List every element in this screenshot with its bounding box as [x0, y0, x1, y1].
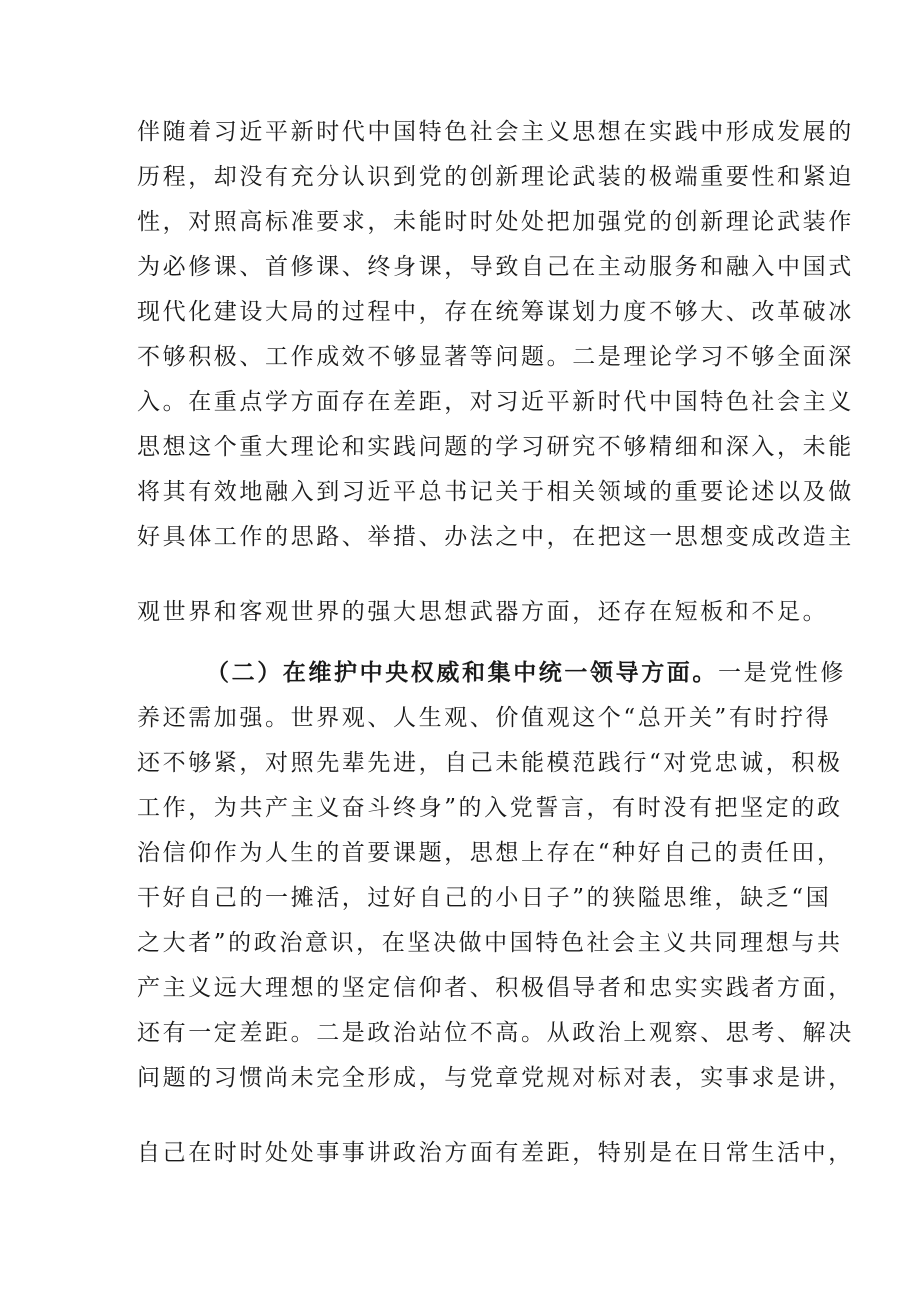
- text-line: 还有一定差距。二是政治站位不高。从政治上观察、思考、解决: [137, 1020, 854, 1046]
- text-line: 入。在重点学方面存在差距，对习近平新时代中国特色社会主义: [137, 389, 854, 415]
- section-heading: （二）在维护中央权威和集中统一领导方面。: [206, 659, 718, 686]
- text-line: 干好自己的一摊活，过好自己的小日子”的狭隘思维，缺乏“国: [137, 885, 832, 911]
- text-line: 不够积极、工作成效不够显著等问题。二是理论学习不够全面深: [137, 344, 854, 370]
- text-line: 问题的习惯尚未完全形成，与党章党规对标对表，实事求是讲，: [137, 1065, 854, 1091]
- text-line: 治信仰作为人生的首要课题，思想上存在“种好自己的责任田，: [137, 840, 843, 866]
- text-line: 自己在时时处处事事讲政治方面有差距，特别是在日常生活中，: [137, 1140, 854, 1166]
- section-heading-line: [206, 658, 846, 688]
- text-line: 好具体工作的思路、举措、办法之中，在把这一思想变成改造主: [137, 524, 854, 550]
- text-line: 性，对照高标准要求，未能时时处处把加强党的创新理论武装作: [137, 209, 854, 235]
- text-line: 观世界和客观世界的强大思想武器方面，还存在短板和不足。: [137, 599, 829, 625]
- text-run: 一是党性修: [718, 660, 846, 686]
- text-line: 思想这个重大理论和实践问题的学习研究不够精细和深入，未能: [137, 434, 854, 460]
- text-line: 产主义远大理想的坚定信仰者、积极倡导者和忠实实践者方面，: [137, 975, 854, 1001]
- text-line: 还不够紧，对照先辈先进，自己未能模范践行“对党忠诚，积极: [137, 750, 843, 776]
- text-line: 历程，却没有充分认识到党的创新理论武装的极端重要性和紧迫: [137, 164, 854, 190]
- text-line: 工作，为共产主义奋斗终身”的入党誓言，有时没有把坚定的政: [137, 795, 843, 821]
- text-line: 之大者”的政治意识，在坚决做中国特色社会主义共同理想与共: [137, 930, 843, 956]
- text-line: 为必修课、首修课、终身课，导致自己在主动服务和融入中国式: [137, 254, 854, 280]
- text-line: 现代化建设大局的过程中，存在统筹谋划力度不够大、改革破冰: [137, 299, 854, 325]
- text-line: 伴随着习近平新时代中国特色社会主义思想在实践中形成发展的: [137, 119, 854, 145]
- text-line: 养还需加强。世界观、人生观、价值观这个“总开关”有时拧得: [137, 705, 832, 731]
- text-line: 将其有效地融入到习近平总书记关于相关领域的重要论述以及做: [137, 479, 854, 505]
